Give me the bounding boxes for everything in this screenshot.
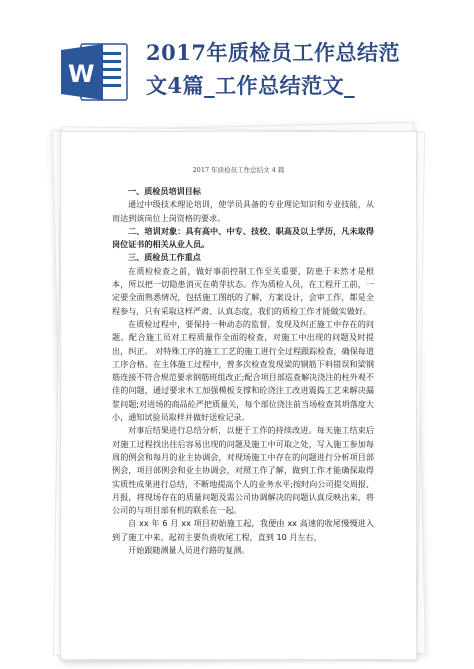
document-body — [112, 185, 374, 557]
document-paragraph: 一、质检员培训目标 — [128, 186, 201, 196]
document-paragraph: 对事后结果进行总结分析，以便于工作的持续改进。每天施工结束后对施工过程找出往后容易出现的问题及施工中可取之处，写入施工参加每周的例会和每月的业主协调会，对现场施工中存在的问题进行分析项目部例会，项目部例会和业主协调会，对照工作了解，做到工作才能确保取得实质性成果进行总结，不断地提高个人的业务水平;按时向公司提交周报、月报，将现场存在的质量问题及需公司协调解决的问题认真反映出来，将公司的与项目部有机的联系在一起。 — [112, 425, 374, 516]
document-paragraph: 在质检检查之前，做好事前控制工作至关重要，防患于未然才是根本，所以把一切隐患消灭在萌芽状态。作为质检人员，在工程开工前，一定要全面熟悉情况，包括施工图纸的了解，方案设计，会审工作，都是全程参与，只有采取这样严肃、认真态度，我们的质检工作才能做实做好。 — [112, 265, 374, 316]
title-line-2: 文4篇_工作总结范文_ — [146, 73, 356, 98]
title-line-1: 2017年质检员工作总结范 — [146, 40, 400, 65]
document-header: 2017 年质检员工作总结文 4 篇 — [192, 166, 285, 174]
document-paragraph: 二、培训对象：具有高中、中专、技校、职高及以上学历，凡未取得岗位证书的相关从业人员。 — [112, 225, 374, 250]
banner — [0, 0, 474, 140]
document-page — [60, 131, 417, 660]
document-paragraph: 自 xx 年 6 月 xx 项目初始施工起，我便由 xx 高速的收尾慢慢进入到了施工中来，起初主要负责收尾工程，直到 10 月左右， — [112, 518, 374, 542]
logo-letter: W — [68, 60, 95, 88]
document-paragraph: 开始跟随测量人员进行路的复测。 — [128, 545, 250, 556]
document-paragraph: 三、质检员工作重点 — [128, 252, 201, 263]
word-document-icon — [59, 42, 129, 102]
document-paragraph: 通过中级技术理论培训，使学员具备的专业理论知识和专业技能，从而达到该岗位上岗资格的要求。 — [112, 199, 374, 223]
document-paragraph: 在质检过程中，要保持一种动态的监督，发现及纠正施工中存在的问题。配合施工员对工程质量作全面的检查，对施工中出现的问题及时提出，纠正。 对特殊工序的施工工艺的施工进行全过程跟踪检查，确保每道工序合格。在主体施工过程中，曾多次检查发现梁的钢筋下料错误和梁钢筋连接不符合规范要求钢筋班组改正;配合项目部巡查解决浇注的柱外观不佳的问题，通过要求木工加强模板支撑和砼浇注工改进震捣工艺来解决漏浆问题;对进场的商品砼严把质量关，每个部位浇注前当场检查其坍落度大小，通知试验员取样并做好送检记录。 — [112, 318, 374, 423]
page-title — [146, 36, 446, 102]
